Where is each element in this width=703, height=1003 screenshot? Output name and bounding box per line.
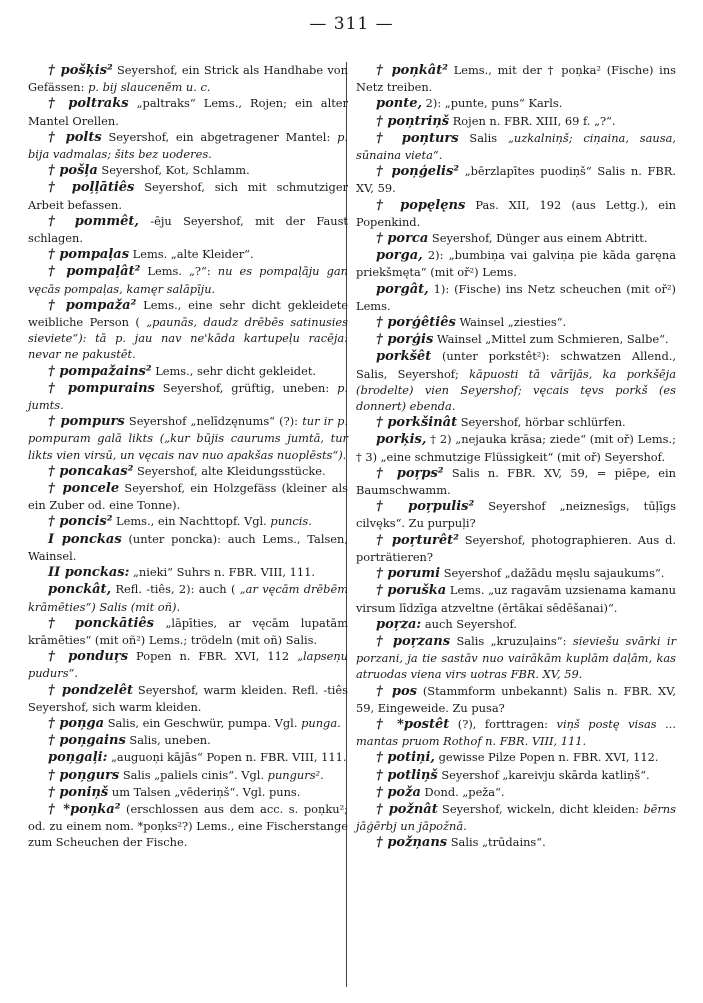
entry-definition: (?), forttragen: [457,716,548,731]
entry-definition: Seyershof, photographieren. Aus d. porträtieren? [356,532,677,564]
entry-definition: Salis „trūdains“. [450,835,546,850]
dictionary-entry [28,749,348,766]
entry-definition: Salis, uneben. [129,733,211,748]
entry-headword: † poncis² [48,514,113,530]
dictionary-entry [356,95,676,112]
entry-definition: (Stammform unbekannt) Salis n. FBR. XV, 59, Eingeweide. Zu pusa? [356,683,676,715]
entry-example: „lapseņu pudurs“. [28,649,349,681]
entry-definition: Seyershof „dažādu męslu sajaukums“. [443,566,665,581]
dictionary-entry [28,767,348,784]
entry-definition: gewisse Pilze Popen n. FBR. XVI, 112. [438,750,659,765]
dictionary-entry [28,682,348,715]
entry-definition: Seyershof, warm kleiden. Refl. -tiês Seyershof, sich warm kleiden. [28,682,348,714]
dictionary-entry [356,532,676,565]
dictionary-entry [356,716,676,749]
entry-headword: porkšêt [376,349,432,365]
entry-headword: † poņgurs [48,767,120,783]
entry-headword: † polts [48,129,102,145]
entry-definition: Seyershof, sich mit schmutziger Arbeit befassen. [28,180,349,212]
entry-headword: † poņtriņš [376,113,450,129]
entry-headword: † pompažains² [48,363,152,379]
dictionary-entry [28,380,348,413]
entry-definition: (unter porkstêt²): schwatzen Allend., Salis, Seyershof; [356,349,676,381]
entry-headword: † *poņka² [48,801,121,817]
entry-definition: Seyershof, alte Kleidungsstücke. [136,463,326,478]
dictionary-entry [28,648,348,681]
entry-definition: Lems. „alte Kleider“. [132,247,254,262]
entry-definition: -ēju Seyershof, mit der Faust schlagen. [28,213,348,246]
entry-example: p. jumts. [28,380,349,413]
entry-example: punga. [301,715,341,730]
entry-definition: „lāpīties, ar vęcām lupatām krāmēties“ (mit oñ²) Lems.; trödeln (mit oñ) Salis. [28,615,348,647]
entry-example: tur ir p. pompuram galā likts („kur būjis caurums jumtā, tur likts vien virsū, un vęcais nav nuo apakšas nuoplēsts“). [28,414,348,462]
entry-headword: † porumi [376,566,441,582]
dictionary-entry [356,113,676,130]
entry-definition: Lems., mit der † poņka² (Fische) ins Netz treiben. [356,63,677,95]
dictionary-entry [28,263,348,296]
dictionary-entry [28,62,348,95]
entry-headword: † porģêtiês [376,315,456,331]
entry-example: puncis. [270,514,312,529]
entry-headword: † ponduŗs [48,649,129,665]
dictionary-entry [356,348,676,414]
entry-headword: † pompurs [48,414,125,430]
entry-definition: um Talsen „vēderiņš“. Vgl. puns. [111,784,301,799]
entry-headword: † poža [376,784,421,800]
entry-headword: † pondzelêt [48,682,134,698]
entry-headword: II ponckas: [48,565,130,581]
entry-definition: Rojen n. FBR. XIII, 69 f. „?“. [452,113,616,128]
entry-example: p. bij slaucenēm u. c. [88,80,211,95]
dictionary-entry [28,246,348,263]
left-column [28,62,348,851]
entry-headword: † porģis [376,332,434,348]
entry-headword: † poņģelis² [376,164,459,180]
entry-definition: Seyershof, grüftig, uneben: [162,380,330,395]
dictionary-entry [356,465,676,498]
dictionary-entry [356,784,676,801]
entry-headword: † pompaļas [48,247,130,263]
entry-example: kāpuosti tā vārījās, ka porkšēja (brodelte) vien Seyershof; vęcais tęvs porkš (es donnert) ebenda. [356,366,676,414]
entry-headword: † poŗps² [376,465,444,481]
dictionary-entry [356,331,676,348]
entry-headword: † *postêt [376,716,450,732]
dictionary-entry [28,715,348,732]
dictionary-entry [28,480,348,513]
entry-definition: Salis, ein Geschwür, pumpa. Vgl. [107,715,298,730]
dictionary-entry [28,801,348,851]
entry-headword: † pošļa [48,163,98,179]
dictionary-entry [356,414,676,431]
dictionary-entry [28,95,348,128]
entry-headword: † potliņš [376,767,438,783]
entry-definition: Seyershof, ein Holzgefäss (kleiner als ein Zuber od. eine Tonne). [28,481,348,513]
dictionary-entry [356,767,676,784]
dictionary-entry [356,582,676,615]
entry-definition: 1): (Fische) ins Netz scheuchen (mit oř²) Lems. [356,281,676,313]
entry-definition: Seyershof, Dünger aus einem Abtritt. [431,231,648,246]
entry-headword: † poņkât² [376,63,448,78]
entry-definition: „paltraks“ Lems., Rojen; ein alter Mantel Orellen. [28,96,348,128]
dictionary-entry [356,431,676,464]
entry-definition: Lems., ein Nachttopf. Vgl. [116,514,267,529]
entry-headword: ponte, [376,96,423,112]
entry-definition: Lems. „uz ragavām uzsienama kamanu virsum līdzīga atzveltne (ērtākai sēdēšanai)“. [356,583,676,615]
dictionary-entry [356,749,676,766]
entry-definition: Salis n. FBR. XV, 59, = piēpe, ein Baumschwamm. [356,465,676,498]
entry-definition: Seyershof „kareivju skārda katliņš“. [441,767,650,782]
entry-example: nu es pompaļāju gan vęcās pompaļas, kamęr salāpīju. [28,264,348,296]
entry-headword: † poltraks [48,96,129,112]
dictionary-entry [356,130,676,163]
entry-definition: (erschlossen aus dem acc. s. poņku²; od. zu einem nom. *poņks²?) Lems., eine Fischerstange zum Scheuchen der Fische. [28,801,348,850]
entry-definition: Wainsel „ziesties“. [459,315,567,330]
dictionary-entry [28,179,348,212]
entry-headword: † popęlęns [376,197,466,213]
dictionary-entry [28,162,348,179]
entry-definition: „auguoņi kājās“ Popen n. FBR. VIII, 111. [111,750,347,765]
entry-example: bērns jāģērbj un jāpožnā. [356,801,676,834]
entry-headword: † poŗturêt² [376,532,459,548]
dictionary-entry [356,498,676,531]
entry-headword: † porca [376,231,429,247]
entry-example: viņš postę visas ... mantas pruom Rothof n. FBR. VIII, 111. [356,716,677,749]
dictionary-entry [28,784,348,801]
dictionary-entry [356,633,676,683]
dictionary-entry [356,683,676,716]
entry-definition: Wainsel „Mittel zum Schmieren, Salbe“. [436,332,669,347]
entry-headword: † potiņi, [376,750,435,766]
entry-headword: † pompurains [48,380,155,396]
dictionary-entry [28,463,348,480]
dictionary-entry [28,363,348,380]
entry-headword: † poniņš [48,784,109,800]
entry-definition: „bērzlapītes puodiņš“ Salis n. FBR. XV, 59. [356,164,677,196]
entry-headword: poņgaļi: [48,750,108,766]
dictionary-entry [356,230,676,247]
entry-headword: † pompaļât² [48,264,141,280]
entry-definition: Popen n. FBR. XVI, 112 [136,649,290,664]
entry-headword: † poļļātiês [48,180,135,196]
dictionary-entry [356,616,676,633]
entry-example: „uzkalniņš; ciņaina, sausa, sūnaina vieta“. [356,130,677,163]
dictionary-entry [356,314,676,331]
dictionary-entry [356,565,676,582]
entry-headword: † poruška [376,583,447,599]
entry-example: sieviešu svārki ir porzani, ja tie sastāv nuo vairākām kuplām daļām, kas atruodas viena virs uotras FBR. XV, 59. [356,633,677,682]
dictionary-entry [28,513,348,530]
entry-definition: Dond. „peža“. [424,784,505,799]
entry-headword: porgât, [376,281,429,297]
entry-headword: † poņga [48,715,105,731]
entry-definition: Salis „paliels cinis“. Vgl. [122,767,265,782]
entry-headword: porķis, [376,432,427,448]
entry-definition: Seyershof „neiznesīgs, tūļīgs cilvęks“. Zu purpuļi? [356,499,676,531]
dictionary-entry [28,732,348,749]
dictionary-entry [28,531,348,564]
dictionary-entry [28,615,348,648]
entry-definition: Lems., eine sehr dicht gekleidete weibliche Person ( [28,297,349,330]
dictionary-entry [28,297,348,363]
entry-headword: † pommêt, [48,213,139,229]
right-column [356,62,676,852]
entry-example: „ar vęcām drēbēm krāmēties“) Salis (mit oñ). [28,582,349,614]
dictionary-entry [28,129,348,162]
entry-definition: „nieki“ Suhrs n. FBR. VIII, 111. [133,565,315,580]
entry-headword: † poņturs [376,130,459,146]
entry-definition: Lems. „?“: [147,264,211,279]
entry-example: p. bija vadmalas; šits bez uoderes. [28,129,348,162]
entry-definition: Seyershof, ein Strick als Handhabe von Gefässen: [28,63,348,95]
entry-headword: † pompaža² [48,297,137,313]
dictionary-entry [356,62,676,95]
entry-definition: (unter poncka): auch Lems., Talsen, Wainsel. [28,531,349,563]
entry-example: pungurs². [267,767,324,782]
entry-definition: Pas. XII, 192 (aus Lettg.), ein Popenkind. [356,197,676,229]
entry-headword: ponckât, [48,582,112,598]
entry-headword: † požņans [376,835,448,851]
entry-definition: Seyershof, Kot, Schlamm. [101,163,250,178]
dictionary-entry [356,281,676,314]
entry-headword: I ponckas [48,531,122,547]
entry-headword: † pošķis² [48,63,113,78]
entry-definition: Seyershof, ein abgetragener Mantel: [108,129,331,144]
entry-headword: † porkšinât [376,415,458,431]
dictionary-entry [356,163,676,196]
dictionary-entry [28,564,348,581]
dictionary-entry [356,247,676,280]
dictionary-entry [28,213,348,246]
entry-headword: † poŗzans [376,633,451,649]
entry-definition: auch Seyershof. [424,616,517,631]
dictionary-entry [356,834,676,851]
entry-headword: † pos [376,683,417,699]
entry-headword: † poŗpulis² [376,499,475,515]
dictionary-entry [356,197,676,230]
entry-definition: Lems., sehr dicht gekleidet. [155,363,317,378]
entry-definition: Salis [469,130,498,145]
dictionary-entry [28,413,348,463]
entry-definition: 2): „punte, puns“ Karls. [425,96,563,111]
entry-definition: Refl. -tiês, 2): auch ( [115,582,236,597]
entry-example: „paunās, daudz drēbēs satinusies sieviete“): tā p. jau nav ne'kāda kartupeļu racēja: nevar ne pakustēt. [28,315,348,362]
entry-definition: Seyershof „nelīdzęnums“ (?): [128,414,299,429]
entry-headword: † poņgains [48,733,126,749]
entry-headword: † požnât [376,801,438,817]
entry-headword: † ponckātiês [48,615,155,631]
entry-definition: † 2) „nejauka krāsa; ziede“ (mit oř) Lems.; † 3) „eine schmutzige Flüssigkeit“ (mit oř) Seyershof. [356,432,676,464]
entry-headword: poŗza: [376,616,422,632]
entry-headword: † poncele [48,481,120,497]
dictionary-entry [28,581,348,614]
entry-definition: Salis „kruzuļains“: [456,633,567,648]
page-number: — 311 — [309,14,394,34]
entry-definition: Seyershof, hörbar schlürfen. [460,415,626,430]
entry-definition: 2): „bumbiņa vai galviņa pie kāda garęna priekšmęta“ (mit oř²) Lems. [356,248,677,280]
entry-headword: † poncakas² [48,463,134,479]
entry-definition: Seyershof, wickeln, dicht kleiden: [442,801,639,816]
dictionary-entry [356,801,676,834]
entry-headword: porga, [376,248,423,264]
